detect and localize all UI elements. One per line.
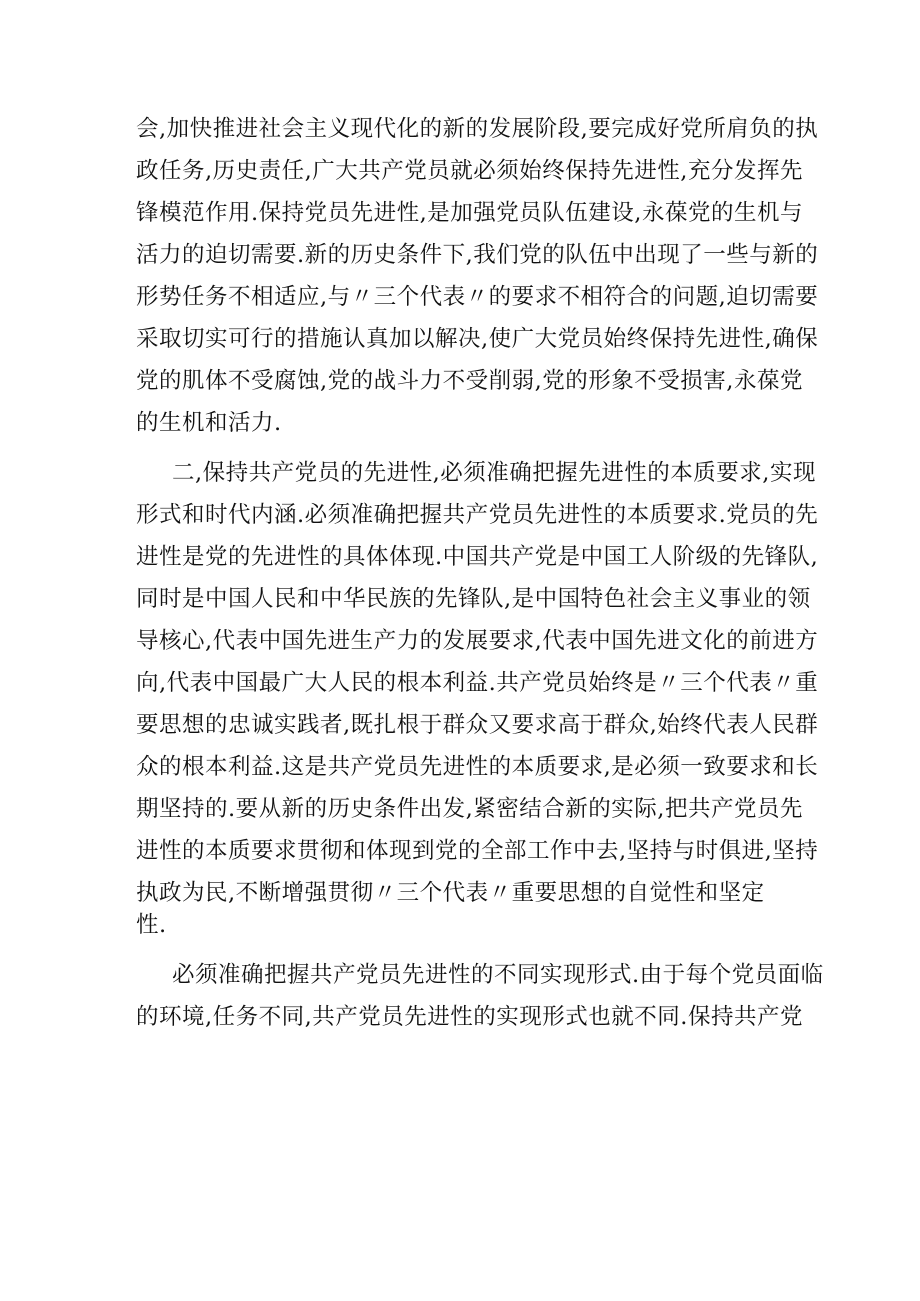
text-line-16: 众的根本利益.这是共产党员先进性的本质要求,是必须一致要求和长 (136, 754, 819, 780)
text-line-17: 期坚持的.要从新的历史条件出发,紧密结合新的实际,把共产党员先 (136, 796, 803, 822)
text-line-13: 导核心,代表中国先进生产力的发展要求,代表中国先进文化的前进方 (136, 628, 819, 654)
text-line-3: 锋模范作用.保持党员先进性,是加强党员队伍建设,永葆党的生机与 (136, 200, 803, 226)
paragraph-2-line-1: 二,保持共产党员的先进性,必须准确把握先进性的本质要求,实现 (172, 460, 816, 486)
text-line-7: 党的肌体不受腐蚀,党的战斗力不受削弱,党的形象不受损害,永葆党 (136, 368, 803, 394)
text-line-14: 向,代表中国最广大人民的根本利益.共产党员始终是〃三个代表〃重 (136, 670, 819, 696)
text-line-10: 形式和时代内涵.必须准确把握共产党员先进性的本质要求.党员的先 (136, 502, 819, 528)
text-line-20: 性. (136, 912, 167, 938)
text-line-12: 同时是中国人民和中华民族的先锋队,是中国特色社会主义事业的领 (136, 586, 811, 612)
text-line-5: 形势任务不相适应,与〃三个代表〃的要求不相符合的问题,迫切需要 (136, 284, 819, 310)
text-line-2: 政任务,历史责任,广大共产党员就必须始终保持先进性,充分发挥先 (136, 158, 803, 184)
text-line-18: 进性的本质要求贯彻和体现到党的全部工作中去,坚持与时俱进,坚持 (136, 838, 819, 864)
paragraph-3-line-1: 必须准确把握共产党员先进性的不同实现形式.由于每个党员面临 (172, 962, 824, 988)
text-line-8: 的生机和活力. (136, 410, 282, 436)
text-line-11: 进性是党的先进性的具体体现.中国共产党是中国工人阶级的先锋队, (136, 544, 819, 570)
text-line-4: 活力的迫切需要.新的历史条件下,我们党的队伍中出现了一些与新的 (136, 242, 819, 268)
text-line-15: 要思想的忠诚实践者,既扎根于群众又要求高于群众,始终代表人民群 (136, 712, 819, 738)
text-line-22: 的环境,任务不同,共产党员先进性的实现形式也就不同.保持共产党 (136, 1004, 803, 1030)
text-line-6: 采取切实可行的措施认真加以解决,使广大党员始终保持先进性,确保 (136, 326, 819, 352)
text-line-1: 会,加快推进社会主义现代化的新的发展阶段,要完成好党所肩负的执 (136, 116, 819, 142)
text-line-19: 执政为民,不断增强贯彻〃三个代表〃重要思想的自觉性和坚定 (136, 880, 765, 906)
